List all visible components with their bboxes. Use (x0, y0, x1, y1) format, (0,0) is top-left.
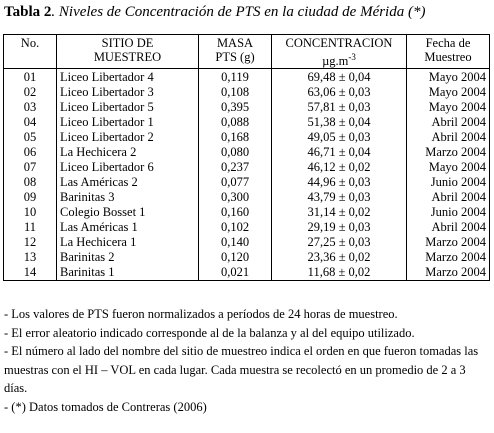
row-number: 11 (4, 220, 57, 235)
mass-value: 0,140 (199, 235, 272, 250)
table-row (4, 69, 490, 86)
table-row (4, 130, 490, 145)
site-name: Liceo Libertador 1 (57, 115, 199, 130)
table-notes (4, 305, 488, 416)
site-name: Las Américas 1 (57, 220, 199, 235)
header-masa-line2: PTS (g) (215, 50, 255, 64)
site-name: Colegio Bosset 1 (57, 205, 199, 220)
mass-value: 0,088 (199, 115, 272, 130)
sampling-date: Marzo 2004 (407, 235, 490, 250)
mass-value: 0,395 (199, 100, 272, 115)
row-number: 01 (4, 69, 57, 86)
table-row (4, 175, 490, 190)
sampling-date: Junio 2004 (407, 175, 490, 190)
sampling-date: Abril 2004 (407, 115, 490, 130)
table-row (4, 85, 490, 100)
header-conc-exponent: -3 (348, 52, 356, 62)
mass-value: 0,108 (199, 85, 272, 100)
row-number: 08 (4, 175, 57, 190)
site-name: Liceo Libertador 5 (57, 100, 199, 115)
concentration-value: 51,38 ± 0,04 (272, 115, 407, 130)
site-name: Las Américas 2 (57, 175, 199, 190)
table-row (4, 250, 490, 265)
site-name: Barinitas 2 (57, 250, 199, 265)
concentration-value: 57,81 ± 0,03 (272, 100, 407, 115)
concentration-value: 43,79 ± 0,03 (272, 190, 407, 205)
mass-value: 0,021 (199, 265, 272, 281)
header-conc-line1: CONCENTRACION (285, 36, 393, 50)
header-sitio-line1: SITIO DE (101, 36, 154, 50)
mass-value: 0,300 (199, 190, 272, 205)
sampling-date: Mayo 2004 (407, 69, 490, 86)
header-sitio (57, 35, 199, 69)
row-number: 12 (4, 235, 57, 250)
concentration-value: 44,96 ± 0,03 (272, 175, 407, 190)
header-fecha (407, 35, 490, 69)
site-name: La Hechicera 1 (57, 235, 199, 250)
table-row (4, 205, 490, 220)
concentration-value: 46,71 ± 0,04 (272, 145, 407, 160)
note-item: - (*) Datos tomados de Contreras (2006) (4, 399, 207, 414)
header-masa-line1: MASA (216, 36, 254, 50)
concentration-value: 11,68 ± 0,02 (272, 265, 407, 281)
header-concentracion (272, 35, 407, 69)
sampling-date: Junio 2004 (407, 205, 490, 220)
table-header-row (4, 35, 490, 69)
table-caption (4, 3, 490, 21)
table-row (4, 265, 490, 281)
header-num: No. (4, 35, 57, 69)
mass-value: 0,160 (199, 205, 272, 220)
mass-value: 0,102 (199, 220, 272, 235)
concentration-value: 63,06 ± 0,03 (272, 85, 407, 100)
mass-value: 0,120 (199, 250, 272, 265)
site-name: Liceo Libertador 6 (57, 160, 199, 175)
concentration-table (3, 34, 490, 281)
row-number: 13 (4, 250, 57, 265)
header-fecha-line2: Muestreo (424, 50, 472, 64)
row-number: 06 (4, 145, 57, 160)
site-name: Liceo Libertador 3 (57, 85, 199, 100)
sampling-date: Marzo 2004 (407, 145, 490, 160)
site-name: La Hechicera 2 (57, 145, 199, 160)
mass-value: 0,168 (199, 130, 272, 145)
sampling-date: Abril 2004 (407, 190, 490, 205)
row-number: 09 (4, 190, 57, 205)
header-sitio-line2: MUESTREO (93, 50, 162, 64)
table-row (4, 190, 490, 205)
note-item: - El número al lado del nombre del sitio de muestreo indica el orden en que fueron tomadas las muestras con el HI – VOL en cada lugar. Cada muestra se recolectó en un promedio de 2 a 3 días. (4, 344, 479, 395)
sampling-date: Mayo 2004 (407, 85, 490, 100)
header-fecha-line1: Fecha de (425, 36, 471, 50)
concentration-value: 27,25 ± 0,03 (272, 235, 407, 250)
header-conc-line2: µg.m (322, 54, 349, 69)
row-number: 07 (4, 160, 57, 175)
note-item: - Los valores de PTS fueron normalizados a períodos de 24 horas de muestreo. (4, 307, 398, 321)
row-number: 14 (4, 265, 57, 281)
mass-value: 0,080 (199, 145, 272, 160)
concentration-value: 31,14 ± 0,02 (272, 205, 407, 220)
row-number: 05 (4, 130, 57, 145)
concentration-value: 23,36 ± 0,02 (272, 250, 407, 265)
sampling-date: Abril 2004 (407, 220, 490, 235)
row-number: 04 (4, 115, 57, 130)
concentration-value: 49,05 ± 0,03 (272, 130, 407, 145)
row-number: 02 (4, 85, 57, 100)
table-row (4, 100, 490, 115)
mass-value: 0,119 (199, 69, 272, 86)
sampling-date: Mayo 2004 (407, 160, 490, 175)
table-row (4, 235, 490, 250)
table-row (4, 145, 490, 160)
site-name: Liceo Libertador 4 (57, 69, 199, 86)
row-number: 10 (4, 205, 57, 220)
site-name: Barinitas 3 (57, 190, 199, 205)
concentration-value: 46,12 ± 0,02 (272, 160, 407, 175)
site-name: Liceo Libertador 2 (57, 130, 199, 145)
header-masa (199, 35, 272, 69)
table-caption-text: . Niveles de Concentración de PTS en la ciudad de Mérida (*) (51, 4, 426, 20)
table-row (4, 220, 490, 235)
sampling-date: Abril 2004 (407, 130, 490, 145)
mass-value: 0,077 (199, 175, 272, 190)
sampling-date: Mayo 2004 (407, 100, 490, 115)
concentration-value: 69,48 ± 0,04 (272, 69, 407, 86)
table-row (4, 160, 490, 175)
concentration-value: 29,19 ± 0,03 (272, 220, 407, 235)
site-name: Barinitas 1 (57, 265, 199, 281)
sampling-date: Marzo 2004 (407, 265, 490, 281)
row-number: 03 (4, 100, 57, 115)
table-row (4, 115, 490, 130)
note-item: - El error aleatorio indicado corresponde al de la balanza y al del equipo utilizado. (4, 325, 415, 340)
sampling-date: Marzo 2004 (407, 250, 490, 265)
mass-value: 0,237 (199, 160, 272, 175)
table-caption-label: Tabla 2 (4, 4, 52, 20)
